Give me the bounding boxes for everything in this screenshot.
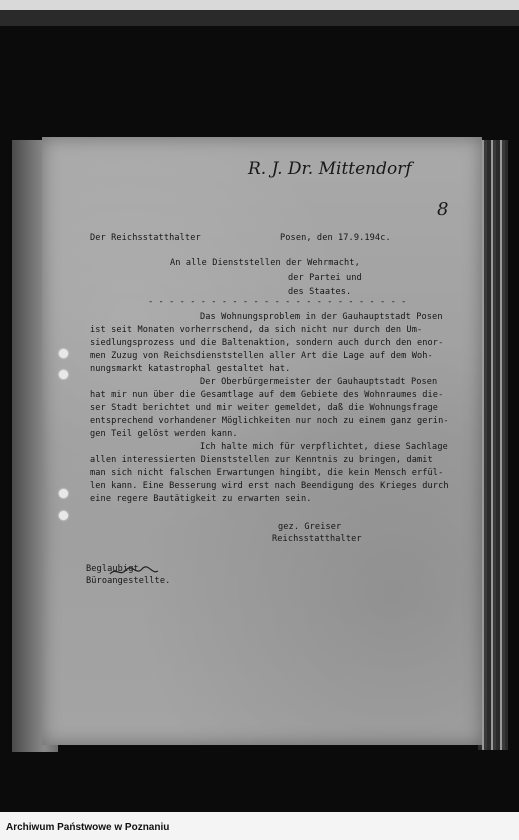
certification-label: Beglaubigt [86, 564, 139, 574]
body-line: hat mir nun über die Gesamtlage auf dem Gebiete des Wohnraumes die- [90, 390, 444, 400]
signature-title: Reichsstatthalter [272, 534, 362, 544]
punch-hole [59, 489, 68, 498]
body-line: gen Teil gelöst werden kann. [90, 429, 238, 439]
archive-label: Archiwum Państwowe w Poznaniu [6, 822, 170, 833]
handwritten-note: R. J. Dr. Mittendorf [248, 159, 412, 179]
page-number: 8 [437, 199, 449, 220]
body-line: ist seit Monaten vorherrschend, da sich nicht nur durch den Um- [90, 325, 423, 335]
stacked-page-edges [478, 140, 508, 750]
body-line: ser Stadt berichtet und mir weiter gemeldet, daß die Wohnungsfrage [90, 403, 439, 413]
body-line: entsprechend vorhandener Möglichkeiten nur noch zu einem ganz gerin- [90, 416, 449, 426]
certification-title: Büroangestellte. [86, 576, 171, 586]
addressee-line: An alle Dienststellen der Wehrmacht, [170, 258, 360, 268]
letter-sheet [42, 137, 482, 745]
scan-top-band [0, 10, 519, 26]
body-line: siedlungsprozess und die Baltenaktion, sondern auch durch den enor- [90, 338, 444, 348]
punch-hole [59, 349, 68, 358]
body-line: nungsmarkt katastrophal gestaltet hat. [90, 364, 291, 374]
scan-top-strip [0, 0, 519, 10]
body-line: len kann. Eine Besserung wird erst nach Beendigung des Krieges durch [90, 481, 449, 491]
addressee-line: des Staates. [288, 287, 352, 297]
body-line: Ich halte mich für verpflichtet, diese Sachlage [200, 442, 448, 452]
body-line: allen interessierten Dienststellen zur Kenntnis zu bringen, damit [90, 455, 433, 465]
signature-line: gez. Greiser [278, 522, 342, 532]
sender: Der Reichsstatthalter [90, 233, 201, 243]
punch-hole [59, 370, 68, 379]
punch-hole [59, 511, 68, 520]
body-line: Das Wohnungsproblem in der Gauhauptstadt Posen [200, 312, 443, 322]
addressee-line: der Partei und [288, 273, 362, 283]
body-line: Der Oberbürgermeister der Gauhauptstadt Posen [200, 377, 438, 387]
body-line: eine regere Bautätigkeit zu erwarten sein. [90, 494, 312, 504]
separator-line: - - - - - - - - - - - - - - - - - - - - - - - - - [148, 297, 407, 307]
place-date: Posen, den 17.9.194c. [280, 233, 391, 243]
body-line: man sich nicht falschen Erwartungen hingibt, die kein Mensch erfül- [90, 468, 444, 478]
body-line: men Zuzug von Reichsdienststellen aller Art die Lage auf dem Woh- [90, 351, 433, 361]
